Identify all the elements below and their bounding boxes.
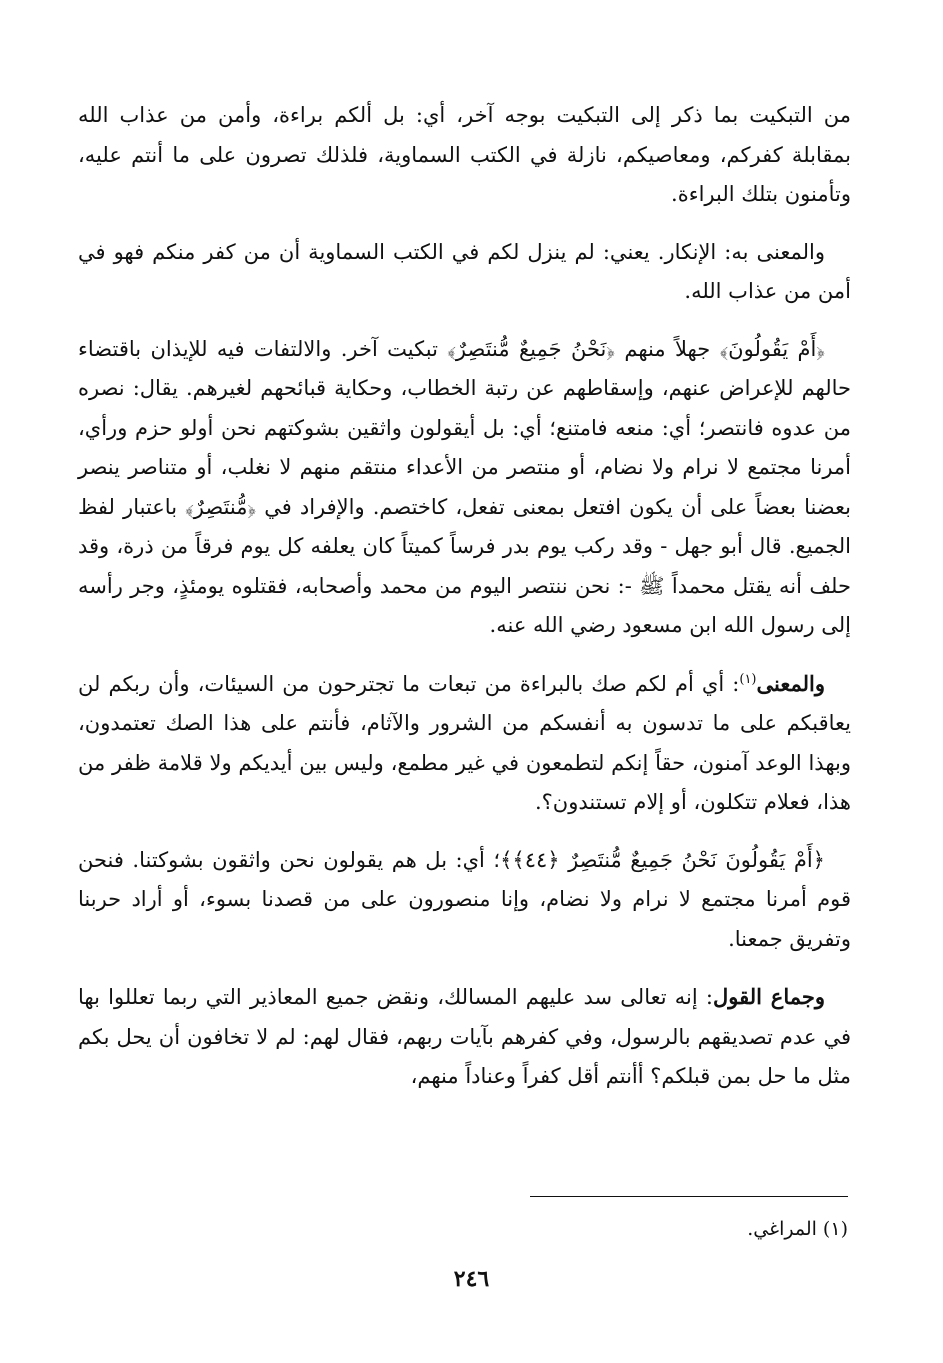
paragraph-6 — [78, 977, 851, 1097]
footnote-divider — [530, 1196, 848, 1197]
page-number: ٢٤٦ — [453, 1266, 490, 1292]
paragraph-4 — [78, 664, 851, 823]
paragraph-1-text: من التبكيت بما ذكر إلى التبكيت بوجه آخر، أي: بل ألكم براءة، وأمن من عذاب الله بمقابلة كفركم، ومعاصيكم، نازلة في الكتب السماوية، فلذلك تصرون على ما أنتم عليه، وتأمنون بتلك البراءة. — [78, 103, 851, 206]
footnote-reference: (١) — [739, 671, 757, 687]
paragraph-2 — [78, 233, 851, 312]
paragraph-1 — [78, 96, 851, 215]
paragraph-6-lead: وجماع القول — [713, 984, 825, 1009]
paragraph-4-text: : أي أم لكم صك بالبراءة من تبعات ما تجترحون من السيئات، وأن ربكم لن يعاقبكم على ما تدسون به أنفسكم من الشرور والآثام، فأنتم على هذا الصك تعتمدون، وبهذا الوعد آمنون، حقاً إنكم لتطمعون في غير مطمع، وليس بين أيديكم ولا قلامة ظفر من هذا، فعلام تتكلون، أو إلام تستندون؟. — [78, 671, 851, 814]
paragraph-3-text: ﴿أَمْ يَقُولُونَ﴾ جهلاً منهم ﴿نَحْنُ جَمِيعٌ مُّنتَصِرٌ﴾ تبكيت آخر. والالتفات فيه للإيذان باقتضاء حالهم للإعراض عنهم، وإسقاطهم عن رتبة الخطاب، وحكاية قبائحهم لغيرهم. يقال: نصره من عدوه فانتصر؛ أي: منعه فامتنع؛ أي: بل أيقولون واثقين بشوكتهم نحن أولو حزم ورأي، أمرنا مجتمع لا نرام ولا نضام، أو منتصر من الأعداء منتقم منهم لا نغلب، أو متناصر ينصر بعضنا بعضاً على أن يكون افتعل بمعنى تفعل، كاختصم. والإفراد في ﴿مُّنتَصِرٌ﴾ باعتبار لفظ الجميع. قال أبو جهل - وقد ركب يوم بدر فرساً كميتاً كان يعلفه كل يوم فرقاً من ذرة، وقد حلف أنه يقتل محمداً ﷺ -: نحن ننتصر اليوم من محمد وأصحابه، فقتلوه يومئذٍ، وجر رأسه إلى رسول الله ابن مسعود رضي الله عنه. — [78, 336, 851, 637]
paragraph-5 — [78, 841, 851, 960]
paragraph-5-text: ﴿أَمْ يَقُولُونَ نَحْنُ جَمِيعٌ مُّنتَصِرٌ ﴿٤٤﴾﴾؛ أي: بل هم يقولون نحن واثقون بشوكتنا. فنحن قوم أمرنا مجتمع لا نرام ولا نضام، وإنا منصورون على من قصدنا بسوء، أو أراد حربنا وتفريق جمعنا. — [78, 847, 851, 951]
footnote: (١) المراغي. — [747, 1218, 848, 1240]
paragraph-6-text: : إنه تعالى سد عليهم المسالك، ونقض جميع المعاذير التي ربما تعللوا بها في عدم تصديقهم بالرسول، وفي كفرهم بآيات ربهم، فقال لهم: لم لا تخافون أن يحل بكم مثل ما حل بمن قبلكم؟ أأنتم أقل كفراً وعناداً منهم، — [78, 985, 851, 1088]
body-text — [78, 96, 851, 1115]
paragraph-3 — [78, 330, 851, 646]
paragraph-2-text: والمعنى به: الإنكار. يعني: لم ينزل لكم في الكتب السماوية أن من كفر منكم فهو في أمن من عذاب الله. — [78, 239, 851, 303]
paragraph-4-lead: والمعنى — [756, 670, 825, 696]
